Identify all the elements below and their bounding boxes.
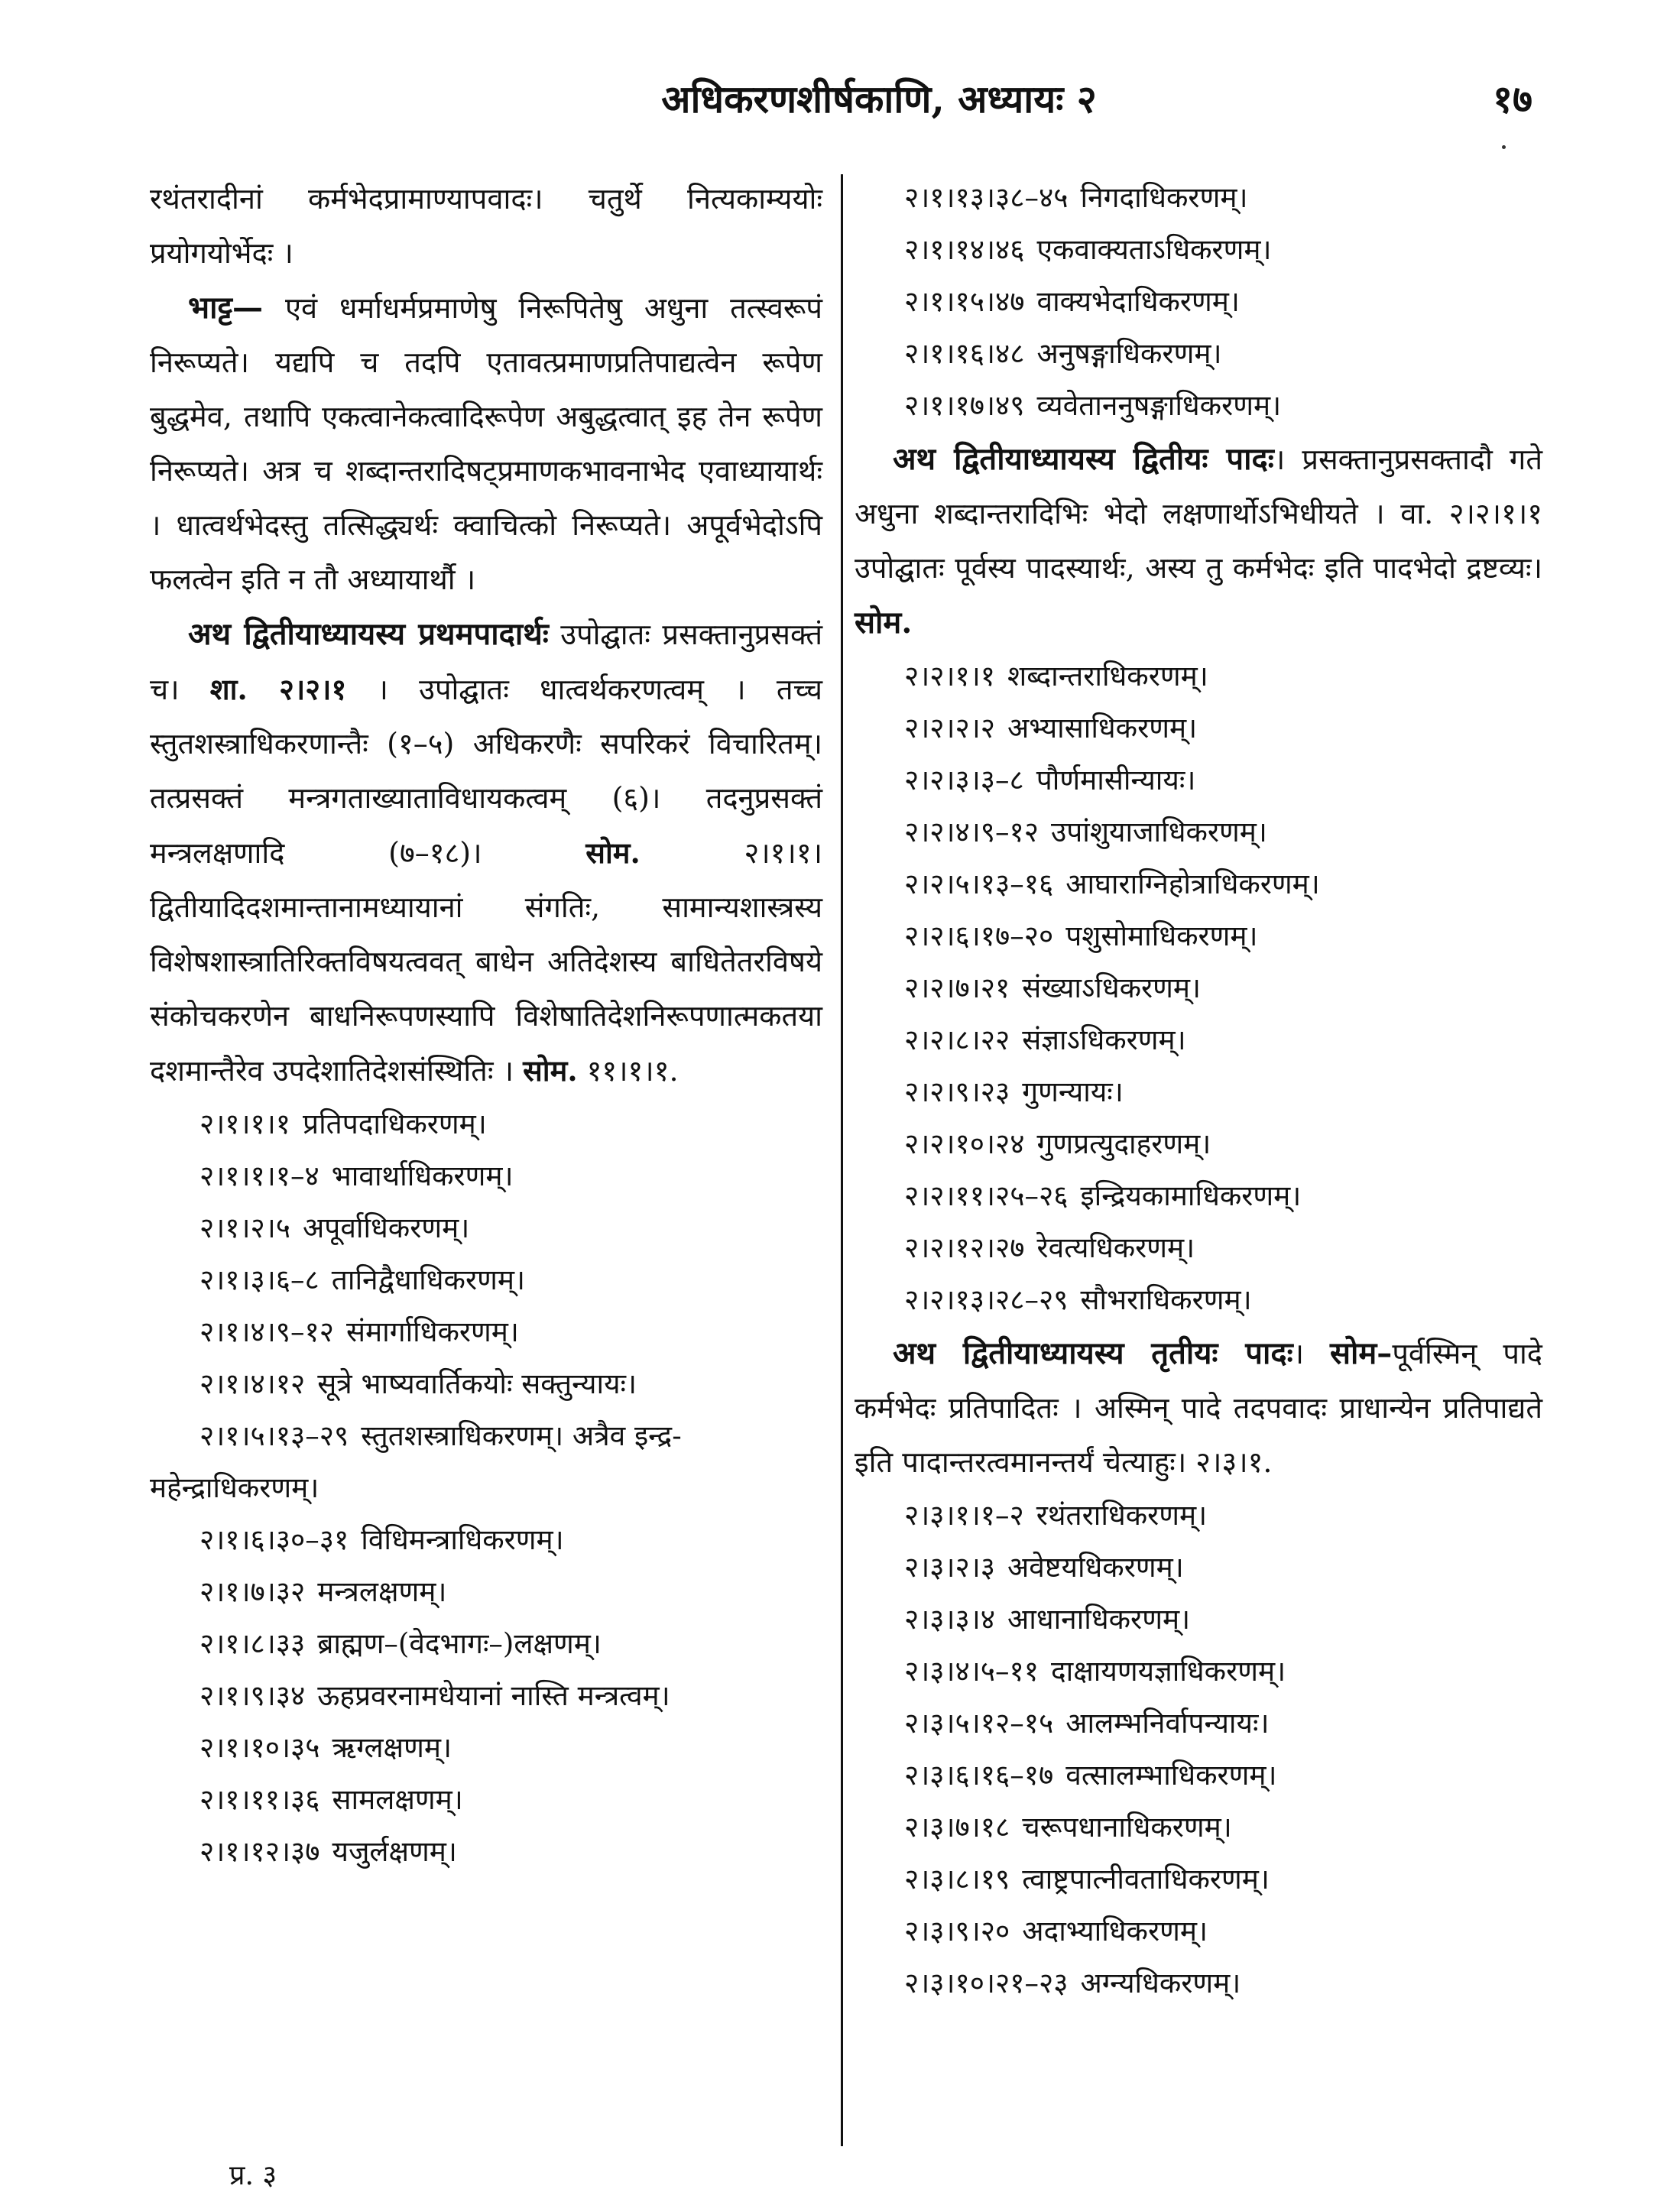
list-item: २।३।९।२० अदाभ्याधिकरणम्। <box>904 1915 1208 1947</box>
bhatta-label: भाट्ट— <box>188 290 264 326</box>
pada1-ref-sha: शा. २।२।१ <box>209 672 347 706</box>
list-item: २।३।४।५–११ दाक्षायणयज्ञाधिकरणम्। <box>904 1655 1286 1688</box>
list-item: २।१।१३।३८–४५ निगदाधिकरणम्। <box>904 181 1248 214</box>
list-item: २।१।१५।४७ वाक्यभेदाधिकरणम्। <box>904 285 1240 318</box>
list-item: २।१।७।३२ मन्त्रलक्षणम्। <box>199 1575 447 1608</box>
list-item: २।२।१।१ शब्दान्तराधिकरणम्। <box>904 660 1208 692</box>
list-item: २।१।४।१२ सूत्रे भाष्यवार्तिकयोः सक्तुन्यायः। <box>199 1367 637 1400</box>
list-item: २।२।१३।२८–२९ सौभराधिकरणम्। <box>904 1283 1252 1316</box>
pada1-text-c: २।१।१। द्वितीयादिदशमान्तानामध्यायानां संगतिः, सामान्यशास्त्रस्य विशेषशास्त्रातिरिक्तविषयत्ववत् बाधेन अतिदेशस्य बाधितेतरविषये संकोचकरणेन बाधनिरूपणस्यापि विशेषातिदेशनिरूपणात्मकतया दशमान्तैरेव उपदेशातिदेशसंस्थितिः । <box>150 836 822 1088</box>
list-item: २।२।६।१७–२० पशुसोमाधिकरणम्। <box>904 919 1258 952</box>
list-item: २।१।८।३३ ब्राह्मण–(वेदभागः–)लक्षणम्। <box>199 1627 602 1660</box>
pada1-text-a: उपोद्घातः प्रसक्तानुप्रसक्तं च। <box>150 618 822 706</box>
list-item: २।१।६।३०–३१ विधिमन्त्राधिकरणम्। <box>199 1523 564 1556</box>
pada1-index-list-c <box>855 172 1542 432</box>
list-item: २।३।६।१६–१७ वत्सालम्भाधिकरणम्। <box>904 1759 1277 1792</box>
list-item: २।२।१२।२७ रेवत्यधिकरणम्। <box>904 1231 1195 1264</box>
pada3-heading: अथ द्वितीयाध्यायस्य तृतीयः पादः <box>893 1335 1293 1371</box>
pada2-heading: अथ द्वितीयाध्यायस्य द्वितीयः पादः <box>893 441 1274 477</box>
list-item: २।३।३।४ आधानाधिकरणम्। <box>904 1603 1191 1636</box>
running-header-title: अधिकरणशीर्षकाणि, अध्यायः २ <box>661 76 1097 122</box>
pada3-paragraph <box>855 1326 1542 1490</box>
list-item-continuation: महेन्द्राधिकरणम्। <box>150 1471 319 1504</box>
pada1-paragraph <box>150 607 822 1098</box>
list-item: २।१।११।३६ सामलक्षणम्। <box>199 1783 463 1816</box>
pada1-ref-soma: सोम. <box>585 835 641 870</box>
list-item: २।१।५।१३–२९ स्तुतशस्त्राधिकरणम्। अत्रैव इन्द्र- <box>199 1419 682 1452</box>
list-item: २।१।१२।३७ यजुर्लक्षणम्। <box>199 1835 457 1868</box>
pada1-index-list-b <box>150 1514 822 1878</box>
list-item: २।२।१०।२४ गुणप्रत्युदाहरणम्। <box>904 1127 1211 1160</box>
printer-signature: प्र. ३ <box>229 2160 277 2191</box>
list-item: २।३।८।१९ त्वाष्ट्रपात्नीवताधिकरणम्। <box>904 1863 1270 1896</box>
list-item: २।३।२।३ अवेष्टयधिकरणम्। <box>904 1551 1184 1584</box>
list-item: २।१।३।६–८ तानिद्वैधाधिकरणम्। <box>199 1263 525 1296</box>
list-item: २।१।१७।४९ व्यवेताननुषङ्गाधिकरणम्। <box>904 389 1282 422</box>
list-item: २।२।४।९–१२ उपांशुयाजाधिकरणम्। <box>904 816 1267 848</box>
list-item: २।३।५।१२–१५ आलम्भनिर्वापन्यायः। <box>904 1707 1270 1740</box>
pada1-index-list-a <box>150 1098 822 1514</box>
list-item: २।२।२।२ अभ्यासाधिकरणम्। <box>904 712 1198 744</box>
pada3-text-b: पूर्वस्मिन् पादे कर्मभेदः प्रतिपादितः । अस्मिन् पादे तदपवादः प्राधान्येन प्रतिपाद्यते इति पादान्तरत्वमानन्तर्यं चेत्याहुः। २।३।१. <box>855 1337 1542 1479</box>
pada2-text: । प्रसक्तानुप्रसक्तादौ गते अधुना शब्दान्तरादिभिः भेदो लक्षणार्थोऽभिधीयते । वा. २।२।१।१ उपोद्घातः पूर्वस्य पादस्यार्थः, अस्य तु कर्मभेदः इति पादभेदो द्रष्टव्यः। <box>855 443 1542 585</box>
bhatta-paragraph <box>150 281 822 607</box>
list-item: २।१।१।१ प्रतिपदाधिकरणम्। <box>199 1107 487 1140</box>
list-item: २।२।३।३–८ पौर्णमासीन्यायः। <box>904 764 1196 796</box>
column-divider <box>841 174 843 2146</box>
pada3-ref-soma: सोम– <box>1329 1335 1393 1371</box>
list-item: २।२।११।२५–२६ इन्द्रियकामाधिकरणम्। <box>904 1179 1302 1212</box>
list-item: २।३।१०।२१–२३ अग्न्यधिकरणम्। <box>904 1967 1241 1999</box>
list-item: २।१।१४।४६ एकवाक्यताऽधिकरणम्। <box>904 233 1272 266</box>
pada1-text-b: । उपोद्घातः धात्वर्थकरणत्वम् । तच्च स्तुतशस्त्राधिकरणान्तैः (१–५) अधिकरणैः सपरिकरं विचारितम्। तत्प्रसक्तं मन्त्रगताख्याताविधायकत्वम् (६)। तदनुप्रसक्तं मन्त्रलक्षणादि (७–१८)। <box>150 673 822 870</box>
right-column <box>855 172 1542 2009</box>
list-item: २।२।७।२१ संख्याऽधिकरणम्। <box>904 971 1202 1004</box>
list-item: २।१।१०।३५ ऋग्लक्षणम्। <box>199 1731 452 1764</box>
pada1-text-d: ११।१।१. <box>577 1054 679 1088</box>
list-item: २।३।७।१८ चरूपधानाधिकरणम्। <box>904 1811 1232 1844</box>
list-item: २।२।९।२३ गुणन्यायः। <box>904 1075 1124 1108</box>
list-item: २।१।१।१–४ भावार्थाधिकरणम्। <box>199 1159 514 1192</box>
pada2-paragraph <box>855 432 1542 650</box>
bhatta-text: एवं धर्माधर्मप्रमाणेषु निरूपितेषु अधुना तत्स्वरूपं निरूप्यते। यद्यपि च तदपि एतावत्प्रमाणप्रतिपाद्यत्वेन रूपेण बुद्धमेव, तथापि एकत्वानेकत्वादिरूपेण अबुद्धत्वात् इह तेन रूपेण निरूप्यते। अत्र च शब्दान्तरादिषट्प्रमाणकभावनाभेद एवाध्यायार्थः । धात्वर्थभेदस्तु तत्सिद्ध्यर्थः क्वाचित्को निरूप्यते। अपूर्वभेदोऽपि फलत्वेन इति न तौ अध्यायार्थौ । <box>150 291 822 596</box>
pada3-index-list <box>855 1490 1542 2009</box>
list-item: २।१।४।९–१२ संमार्गाधिकरणम्। <box>199 1315 519 1348</box>
list-item: २।२।८।२२ संज्ञाऽधिकरणम्। <box>904 1023 1186 1056</box>
left-column <box>150 172 822 1878</box>
intro-paragraph: रथंतरादीनां कर्मभेदप्रामाण्यापवादः। चतुर्थे नित्यकाम्ययोः प्रयोगयोर्भेदः । <box>150 182 822 270</box>
pada2-ref-soma: सोम. <box>855 605 913 640</box>
page-number: १७ <box>1493 76 1532 122</box>
pada3-text-a: । <box>1292 1337 1330 1370</box>
pada1-heading: अथ द्वितीयाध्यायस्य प्रथमपादार्थः <box>188 616 549 652</box>
list-item: २।३।१।१–२ रथंतराधिकरणम्। <box>904 1499 1208 1532</box>
list-item: २।१।२।५ अपूर्वाधिकरणम्। <box>199 1211 470 1244</box>
pada1-ref-soma-2: सोम. <box>523 1053 578 1088</box>
list-item: २।२।५।१३–१६ आघाराग्निहोत्राधिकरणम्। <box>904 868 1320 900</box>
pada2-index-list <box>855 650 1542 1326</box>
list-item: २।१।९।३४ ऊहप्रवरनामधेयानां नास्ति मन्त्रत्वम्। <box>199 1679 670 1712</box>
print-speck <box>1502 145 1506 149</box>
list-item: २।१।१६।४८ अनुषङ्गाधिकरणम्। <box>904 337 1222 370</box>
